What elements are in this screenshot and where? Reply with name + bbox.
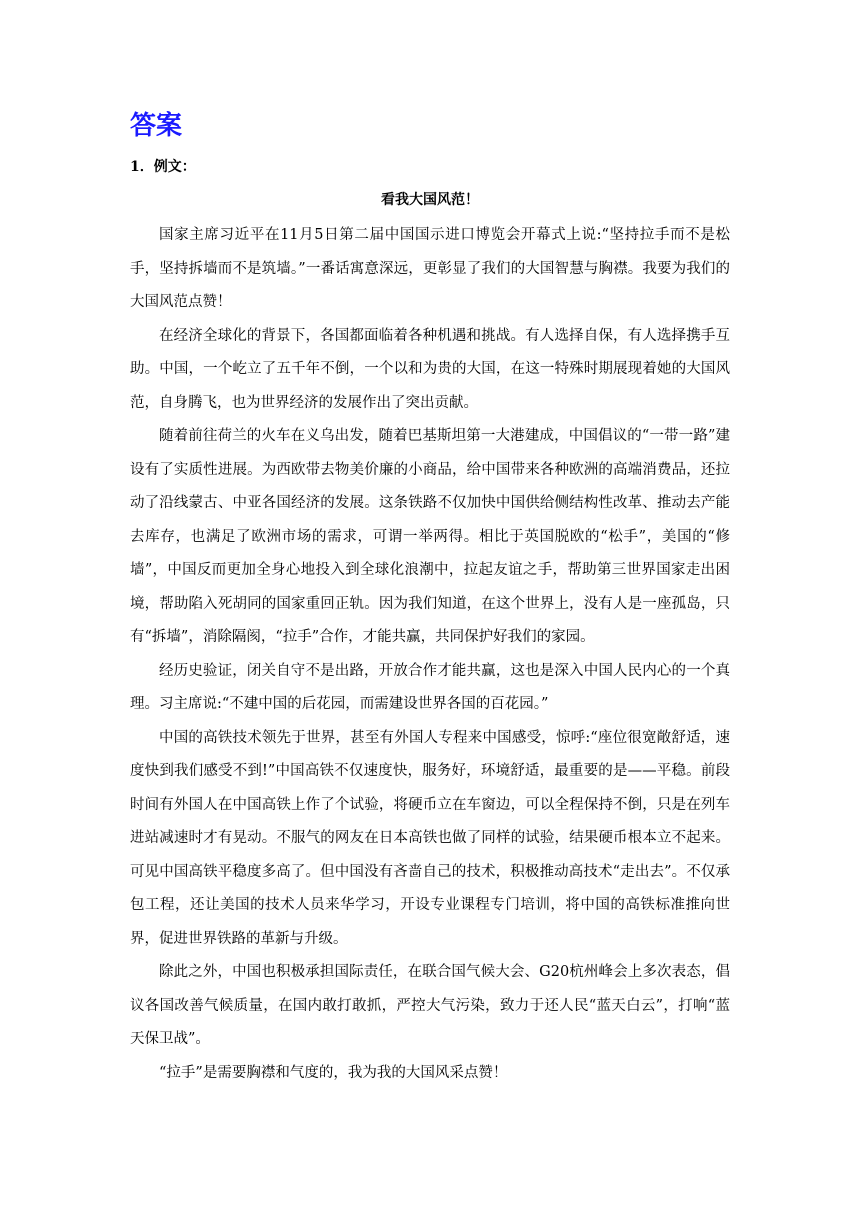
essay-paragraph: 中国的高铁技术领先于世界，甚至有外国人专程来中国感受，惊呼:“座位很宽敞舒适，速度快到我们感受不到!”中国高铁不仅速度快，服务好，环境舒适，最重要的是——平稳。前段时间有外国人在中国高铁上作了个试验，将硬币立在车窗边，可以全程保持不倒，只是在列车进站减速时才有晃动。不服气的网友在日本高铁也做了同样的试验，结果硬币根本立不起来。可见中国高铁平稳度多高了。但中国没有吝啬自己的技术，积极推动高技术“走出去”。不仅承包工程，还让美国的技术人员来华学习，开设专业课程专门培训，将中国的高铁标准推向世界，促进世界铁路的革新与升级。 xyxy=(130,729,730,947)
question-number-label: 1．例文： xyxy=(130,159,196,175)
answer-heading: 答案 xyxy=(130,111,183,141)
essay-paragraph: 随着前往荷兰的火车在义乌出发，随着巴基斯坦第一大港建成，中国倡议的“一带一路”建设有了实质性进展。为西欧带去物美价廉的小商品，给中国带来各种欧洲的高端消费品，还拉动了沿线蒙古、中亚各国经济的发展。这条铁路不仅加快中国供给侧结构性改革、推动去产能去库存，也满足了欧洲市场的需求，可谓一举两得。相比于英国脱欧的“松手”，美国的“修墙”，中国反而更加全身心地投入到全球化浪潮中，拉起友谊之手，帮助第三世界国家走出困境，帮助陷入死胡同的国家重回正轨。因为我们知道，在这个世界上，没有人是一座孤岛，只有“拆墙”，消除隔阂，“拉手”合作，才能共赢，共同保护好我们的家园。 xyxy=(130,428,730,645)
essay-paragraph: 除此之外，中国也积极承担国际责任，在联合国气候大会、G20杭州峰会上多次表态，倡议各国改善气候质量，在国内敢打敢抓，严控大气污染，致力于还人民“蓝天白云”，打响“蓝天保卫战”。 xyxy=(130,964,730,1047)
essay-title: 看我大国风范！ xyxy=(381,192,479,208)
essay-paragraph: 国家主席习近平在11月5日第二届中国国示进口博览会开幕式上说:“坚持拉手而不是松手，坚持拆墙而不是筑墙。”一番话寓意深远，更彰显了我们的大国智慧与胸襟。我要为我们的大国风范点赞！ xyxy=(130,227,730,310)
essay-paragraph: “拉手”是需要胸襟和气度的，我为我的大国风采点赞！ xyxy=(159,1064,508,1081)
essay-paragraph: 在经济全球化的背景下，各国都面临着各种机遇和挑战。有人选择自保，有人选择携手互助。中国，一个屹立了五千年不倒，一个以和为贵的大国，在这一特殊时期展现着她的大国风范，自身腾飞，也为世界经济的发展作出了突出贡献。 xyxy=(130,327,730,411)
essay-body xyxy=(130,219,730,1090)
essay-paragraph: 经历史验证，闭关自守不是出路，开放合作才能共赢，这也是深入中国人民内心的一个真理。习主席说:“不建中国的后花园，而需建设世界各国的百花园。” xyxy=(130,662,730,712)
